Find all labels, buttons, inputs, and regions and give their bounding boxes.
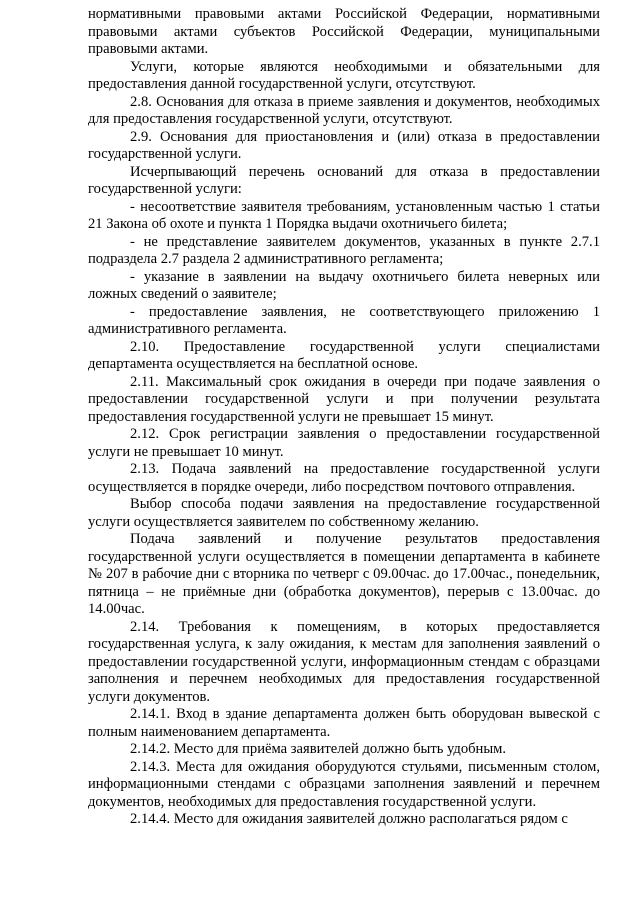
paragraph-2-14-3: 2.14.3. Места для ожидания оборудуются стульями, письменным столом, информационными стендами с образцами заполнения заявлений и перечнем документов, необходимых для предоставления государственной услуги. xyxy=(88,758,600,810)
paragraph-2-14-2: 2.14.2. Место для приёма заявителей должно быть удобным. xyxy=(130,741,507,757)
paragraph-2-14-4: 2.14.4. Место для ожидания заявителей должно располагаться рядом с xyxy=(130,811,568,827)
list-item-refusal-2: - не представление заявителем документов, указанных в пункте 2.7.1 подраздела 2.7 раздела 2 административного регламента; xyxy=(88,233,600,267)
paragraph-continuation: нормативными правовыми актами Российской Федерации, нормативными правовыми актами субъектов Российской Федерации, муниципальными правовыми актами. xyxy=(88,6,600,57)
paragraph-refusal-list-intro: Исчерпывающий перечень оснований для отказа в предоставлении государственной услуги: xyxy=(88,163,600,197)
paragraph-2-14-1: 2.14.1. Вход в здание департамента должен быть оборудован вывеской с полным наименованием департамента. xyxy=(88,706,600,740)
paragraph-2-14: 2.14. Требования к помещениям, в которых предоставляется государственная услуга, к залу ожидания, к местам для заполнения заявлений о предоставлении государственной услуги, информационным стендам с образцами заполнения и перечнем необходимых для предоставления государственной услуги документов. xyxy=(88,618,600,705)
list-item-refusal-1: - несоответствие заявителя требованиям, установленным частью 1 статьи 21 Закона об охоте и пункта 1 Порядка выдачи охотничьего билета; xyxy=(88,198,600,232)
paragraph-office-hours: Подача заявлений и получение результатов предоставления государственной услуги осуществляется в помещении департамента в кабинете № 207 в рабочие дни с вторника по четверг с 09.00час. до 17.00час., понедельник, пятница – не приёмные дни (обработка документов), перерыв с 13.00час. до 14.00час. xyxy=(88,531,600,617)
paragraph-2-13: 2.13. Подача заявлений на предоставление государственной услуги осуществляется в порядке очереди, либо посредством почтового отправления. xyxy=(88,461,600,495)
list-item-refusal-3: - указание в заявлении на выдачу охотничьего билета неверных или ложных сведений о заявителе; xyxy=(88,268,600,302)
paragraph-2-8: 2.8. Основания для отказа в приеме заявления и документов, необходимых для предоставления государственной услуги, отсутствуют. xyxy=(88,93,600,127)
paragraph-services-absent: Услуги, которые являются необходимыми и обязательными для предоставления данной государственной услуги, отсутствуют. xyxy=(88,58,600,92)
paragraph-2-12: 2.12. Срок регистрации заявления о предоставлении государственной услуги не превышает 10 минут. xyxy=(88,426,600,460)
document-page xyxy=(88,6,600,829)
paragraph-2-10: 2.10. Предоставление государственной услуги специалистами департамента осуществляется на бесплатной основе. xyxy=(88,338,600,372)
paragraph-2-11: 2.11. Максимальный срок ожидания в очереди при подаче заявления о предоставлении государственной услуги и при получении результата предоставления государственной услуги не превышает 15 минут. xyxy=(88,373,600,425)
paragraph-2-9: 2.9. Основания для приостановления и (или) отказа в предоставлении государственной услуги. xyxy=(88,128,600,162)
paragraph-submission-choice: Выбор способа подачи заявления на предоставление государственной услуги осуществляется заявителем по собственному желанию. xyxy=(88,496,600,530)
list-item-refusal-4: - предоставление заявления, не соответствующего приложению 1 административного регламента. xyxy=(88,303,600,337)
